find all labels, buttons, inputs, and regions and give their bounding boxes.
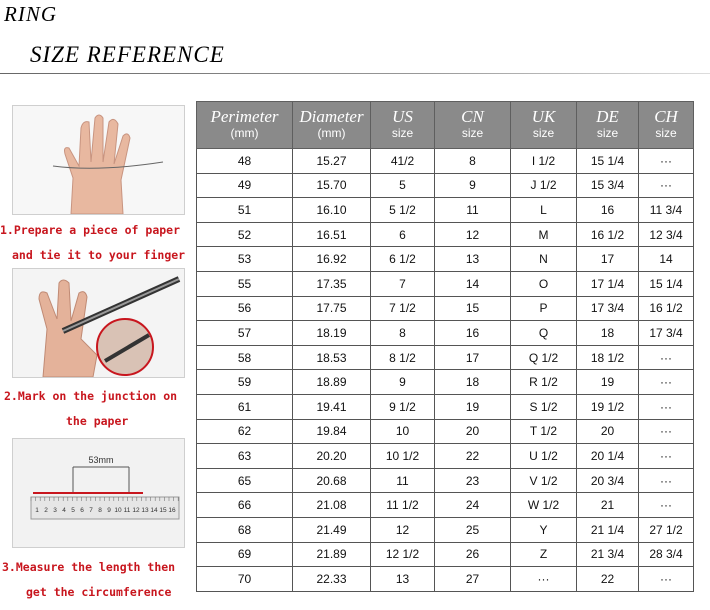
cell-perimeter: 52 (197, 222, 293, 247)
cell-diameter: 18.19 (293, 321, 371, 346)
cell-de: 15 1/4 (577, 149, 639, 174)
cell-diameter: 15.70 (293, 173, 371, 198)
cell-cn: 11 (435, 198, 511, 223)
ruler-number: 16 (168, 507, 176, 514)
cell-de: 16 (577, 198, 639, 223)
cell-uk: P (511, 296, 577, 321)
cell-de: 19 1/2 (577, 394, 639, 419)
cell-cn: 8 (435, 149, 511, 174)
cell-cn: 14 (435, 271, 511, 296)
table-row (197, 149, 694, 174)
cell-perimeter: 55 (197, 271, 293, 296)
cell-us: 9 1/2 (371, 394, 435, 419)
cell-de: 19 (577, 370, 639, 395)
header-ch (639, 102, 694, 149)
cell-diameter: 18.89 (293, 370, 371, 395)
cell-perimeter: 48 (197, 149, 293, 174)
ruler-number: 11 (123, 507, 131, 514)
cell-ch: ··· (639, 149, 694, 174)
cell-us: 6 (371, 222, 435, 247)
cell-us: 6 1/2 (371, 247, 435, 272)
cell-us: 13 (371, 567, 435, 592)
header-uk-label: UK (531, 107, 556, 126)
table-row (197, 468, 694, 493)
table-row (197, 493, 694, 518)
cell-cn: 23 (435, 468, 511, 493)
ruler-number: 1 (35, 507, 39, 514)
cell-us: 11 (371, 468, 435, 493)
step1-line1: 1.Prepare a piece of paper (0, 223, 181, 237)
cell-de: 20 3/4 (577, 468, 639, 493)
cell-ch: 17 3/4 (639, 321, 694, 346)
cell-us: 12 1/2 (371, 542, 435, 567)
cell-uk: M (511, 222, 577, 247)
header-de-label: DE (596, 107, 619, 126)
cell-ch: 27 1/2 (639, 517, 694, 542)
step3-caption (0, 555, 198, 605)
cell-de: 20 1/4 (577, 444, 639, 469)
cell-diameter: 21.08 (293, 493, 371, 518)
cell-diameter: 20.68 (293, 468, 371, 493)
title-ring: RING (4, 2, 57, 26)
cell-de: 16 1/2 (577, 222, 639, 247)
ruler-number: 2 (44, 507, 48, 514)
ruler-number: 7 (89, 507, 93, 514)
cell-de: 15 3/4 (577, 173, 639, 198)
cell-us: 41/2 (371, 149, 435, 174)
cell-diameter: 21.89 (293, 542, 371, 567)
header-us-unit: size (391, 126, 414, 140)
table-body (197, 149, 694, 592)
cell-perimeter: 53 (197, 247, 293, 272)
table-row (197, 419, 694, 444)
step3-ruler-image (12, 438, 185, 548)
ruler-number: 9 (107, 507, 111, 514)
header-cn (435, 102, 511, 149)
step2-caption (0, 384, 198, 434)
measure-label: 53mm (88, 455, 114, 465)
cell-ch: ··· (639, 345, 694, 370)
cell-uk: V 1/2 (511, 468, 577, 493)
cell-perimeter: 66 (197, 493, 293, 518)
cell-perimeter: 68 (197, 517, 293, 542)
cell-ch: ··· (639, 567, 694, 592)
cell-ch: 15 1/4 (639, 271, 694, 296)
cell-diameter: 17.75 (293, 296, 371, 321)
ruler-number: 10 (114, 507, 122, 514)
cell-perimeter: 59 (197, 370, 293, 395)
cell-cn: 15 (435, 296, 511, 321)
cell-us: 9 (371, 370, 435, 395)
cell-cn: 22 (435, 444, 511, 469)
cell-us: 8 1/2 (371, 345, 435, 370)
cell-diameter: 22.33 (293, 567, 371, 592)
header-de (577, 102, 639, 149)
cell-us: 5 1/2 (371, 198, 435, 223)
table-row (197, 198, 694, 223)
cell-us: 10 1/2 (371, 444, 435, 469)
cell-us: 10 (371, 419, 435, 444)
cell-diameter: 19.41 (293, 394, 371, 419)
cell-de: 17 1/4 (577, 271, 639, 296)
cell-ch: ··· (639, 419, 694, 444)
cell-us: 7 (371, 271, 435, 296)
step3-line1: 3.Measure the length then (2, 560, 176, 574)
ruler-illustration (13, 439, 184, 547)
header-cn-label: CN (461, 107, 484, 126)
cell-us: 11 1/2 (371, 493, 435, 518)
step2-line1: 2.Mark on the junction on (4, 389, 178, 403)
table-row (197, 370, 694, 395)
cell-uk: U 1/2 (511, 444, 577, 469)
cell-ch: 11 3/4 (639, 198, 694, 223)
cell-uk: ··· (511, 567, 577, 592)
cell-perimeter: 65 (197, 468, 293, 493)
hand-string-illustration (13, 106, 184, 214)
cell-perimeter: 63 (197, 444, 293, 469)
ruler-number: 5 (71, 507, 75, 514)
header-perimeter-unit: (mm) (230, 126, 259, 140)
ruler-number: 13 (141, 507, 149, 514)
ruler-number: 3 (53, 507, 57, 514)
cell-ch: ··· (639, 444, 694, 469)
cell-perimeter: 62 (197, 419, 293, 444)
title-divider (0, 73, 710, 74)
cell-de: 21 3/4 (577, 542, 639, 567)
cell-ch: ··· (639, 173, 694, 198)
cell-de: 20 (577, 419, 639, 444)
table-row (197, 271, 694, 296)
ruler-number: 4 (62, 507, 66, 514)
cell-diameter: 21.49 (293, 517, 371, 542)
cell-uk: N (511, 247, 577, 272)
cell-de: 18 1/2 (577, 345, 639, 370)
cell-us: 8 (371, 321, 435, 346)
cell-ch: ··· (639, 394, 694, 419)
ruler-number: 15 (159, 507, 167, 514)
header-diameter-label: Diameter (299, 107, 364, 126)
table-row (197, 173, 694, 198)
ring-size-table (196, 101, 694, 592)
table-row (197, 222, 694, 247)
table-row (197, 542, 694, 567)
cell-uk: O (511, 271, 577, 296)
cell-us: 5 (371, 173, 435, 198)
ruler-number: 6 (80, 507, 84, 514)
pen-marking-illustration (13, 269, 184, 377)
header-ch-label: CH (654, 107, 678, 126)
cell-cn: 17 (435, 345, 511, 370)
cell-ch: 14 (639, 247, 694, 272)
ruler-number: 12 (132, 507, 140, 514)
cell-ch: 28 3/4 (639, 542, 694, 567)
step2-mark-image (12, 268, 185, 378)
cell-diameter: 19.84 (293, 419, 371, 444)
header-uk (511, 102, 577, 149)
cell-diameter: 16.51 (293, 222, 371, 247)
cell-uk: S 1/2 (511, 394, 577, 419)
cell-perimeter: 51 (197, 198, 293, 223)
cell-uk: Q 1/2 (511, 345, 577, 370)
step3-line2: get the circumference (26, 585, 172, 599)
cell-cn: 18 (435, 370, 511, 395)
cell-cn: 9 (435, 173, 511, 198)
table-header-row (197, 102, 694, 149)
cell-cn: 24 (435, 493, 511, 518)
cell-de: 21 1/4 (577, 517, 639, 542)
cell-cn: 16 (435, 321, 511, 346)
ruler-number: 8 (98, 507, 102, 514)
step1-caption (0, 218, 198, 268)
cell-de: 17 3/4 (577, 296, 639, 321)
cell-uk: L (511, 198, 577, 223)
cell-de: 21 (577, 493, 639, 518)
cell-uk: J 1/2 (511, 173, 577, 198)
cell-perimeter: 70 (197, 567, 293, 592)
cell-ch: 12 3/4 (639, 222, 694, 247)
cell-diameter: 20.20 (293, 444, 371, 469)
table-row (197, 296, 694, 321)
cell-ch: ··· (639, 468, 694, 493)
cell-uk: T 1/2 (511, 419, 577, 444)
cell-diameter: 18.53 (293, 345, 371, 370)
cell-uk: I 1/2 (511, 149, 577, 174)
table-row (197, 444, 694, 469)
header-perimeter (197, 102, 293, 149)
cell-perimeter: 69 (197, 542, 293, 567)
table-row (197, 567, 694, 592)
cell-diameter: 16.10 (293, 198, 371, 223)
cell-perimeter: 49 (197, 173, 293, 198)
cell-perimeter: 57 (197, 321, 293, 346)
header-diameter-unit: (mm) (317, 126, 346, 140)
title-size-reference: SIZE REFERENCE (30, 42, 225, 67)
cell-ch: ··· (639, 493, 694, 518)
header-de-unit: size (596, 126, 619, 140)
cell-de: 22 (577, 567, 639, 592)
header-us-label: US (392, 107, 413, 126)
cell-ch: ··· (639, 370, 694, 395)
cell-cn: 19 (435, 394, 511, 419)
cell-cn: 20 (435, 419, 511, 444)
step2-line2: the paper (66, 414, 129, 428)
cell-ch: 16 1/2 (639, 296, 694, 321)
cell-us: 12 (371, 517, 435, 542)
cell-uk: Q (511, 321, 577, 346)
cell-uk: Z (511, 542, 577, 567)
cell-diameter: 15.27 (293, 149, 371, 174)
table-row (197, 517, 694, 542)
cell-de: 18 (577, 321, 639, 346)
cell-cn: 26 (435, 542, 511, 567)
header-us (371, 102, 435, 149)
table-row (197, 394, 694, 419)
cell-us: 7 1/2 (371, 296, 435, 321)
cell-perimeter: 56 (197, 296, 293, 321)
header-ch-unit: size (655, 126, 677, 140)
table-row (197, 247, 694, 272)
cell-cn: 25 (435, 517, 511, 542)
step1-hand-image (12, 105, 185, 215)
cell-uk: W 1/2 (511, 493, 577, 518)
cell-cn: 12 (435, 222, 511, 247)
header-diameter (293, 102, 371, 149)
header-perimeter-label: Perimeter (210, 107, 279, 126)
cell-de: 17 (577, 247, 639, 272)
cell-uk: Y (511, 517, 577, 542)
header-cn-unit: size (461, 126, 484, 140)
step1-line2: and tie it to your finger (12, 248, 186, 262)
cell-perimeter: 58 (197, 345, 293, 370)
cell-cn: 13 (435, 247, 511, 272)
cell-cn: 27 (435, 567, 511, 592)
table-row (197, 345, 694, 370)
cell-uk: R 1/2 (511, 370, 577, 395)
cell-perimeter: 61 (197, 394, 293, 419)
cell-diameter: 17.35 (293, 271, 371, 296)
cell-diameter: 16.92 (293, 247, 371, 272)
table-row (197, 321, 694, 346)
header-uk-unit: size (532, 126, 555, 140)
ruler-number: 14 (150, 507, 158, 514)
